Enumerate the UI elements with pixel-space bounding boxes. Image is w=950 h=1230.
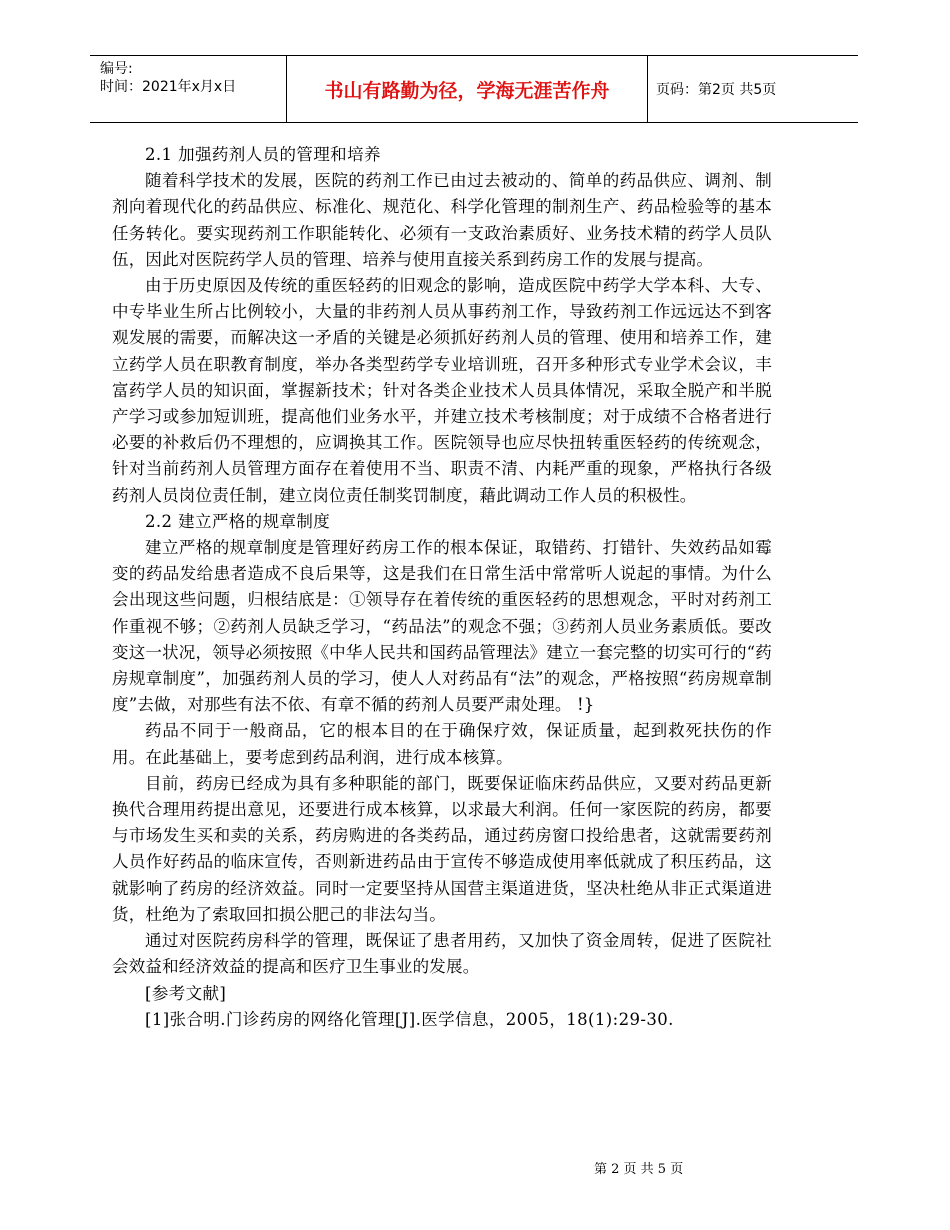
motto: 书山有路勤为径，学海无涯苦作舟	[324, 79, 610, 102]
page-footer: 第 2 页 共 5 页	[594, 1162, 684, 1177]
header-page-cell	[648, 56, 858, 122]
header-meta	[90, 56, 286, 122]
page-header	[90, 55, 858, 123]
paragraph: 通过对医院药房科学的管理，既保证了患者用药，又加快了资金周转，促进了医院社会效益和经济效益的提高和医疗卫生事业的发展。	[112, 931, 772, 977]
paragraph: 建立严格的规章制度是管理好药房工作的根本保证，取错药、打错针、失效药品如霉变的药品发给患者造成不良后果等，这是我们在日常生活中常常听人说起的事情。为什么会出现这些问题，归根结底是：①领导存在着传统的重医轻药的思想观念，平时对药剂工作重视不够；②药剂人员缺乏学习，“药品法”的观念不强；③药剂人员业务素质低。要改变这一状况，领导必须按照《中华人民共和国药品管理法》建立一套完整的切实可行的“药房规章制度”，加强药剂人员的学习，使人人对药品有“法”的观念，严格按照“药房规章制度”去做，对那些有法不依、有章不循的药剂人员要严肃处理。 !}	[112, 538, 772, 715]
section-heading: 2.1 加强药剂人员的管理和培养	[145, 145, 381, 164]
page-info: 页码：第2页 共5页	[656, 82, 777, 98]
paragraph: 药品不同于一般商品，它的根本目的在于确保疗效，保证质量，起到救死扶伤的作用。在此基础上，要考虑到药品利润，进行成本核算。	[112, 721, 772, 767]
reference-item: [1]张合明.门诊药房的网络化管理[J].医学信息，2005，18(1):29-30.	[145, 1009, 674, 1029]
serial-label: 编号:	[100, 61, 133, 77]
paragraph: 随着科学技术的发展，医院的药剂工作已由过去被动的、简单的药品供应、调剂、制剂向着现代化的药品供应、标准化、规范化、科学化管理的制剂生产、药品检验等的基本任务转化。要实现药剂工作职能转化、必须有一支政治素质好、业务技术精的药学人员队伍，因此对医院药学人员的管理、培养与使用直接关系到药房工作的发展与提高。	[112, 171, 772, 269]
paragraph: 目前，药房已经成为具有多种职能的部门，既要保证临床药品供应，又要对药品更新换代合理用药提出意见，还要进行成本核算，以求最大利润。任何一家医院的药房，都要与市场发生买和卖的关系，药房购进的各类药品，通过药房窗口投给患者，这就需要药剂人员作好药品的临床宣传，否则新进药品由于宣传不够造成使用率低就成了积压药品，这就影响了药房的经济效益。同时一定要坚持从国营主渠道进货，坚决杜绝从非正式渠道进货，杜绝为了索取回扣损公肥己的非法勾当。	[112, 773, 772, 924]
paragraph: 由于历史原因及传统的重医轻药的旧观念的影响，造成医院中药学大学本科、大专、中专毕业生所占比例较小，大量的非药剂人员从事药剂工作，导致药剂工作远远达不到客观发展的需要，而解决这一矛盾的关键是必须抓好药剂人员的管理、使用和培养工作，建立药学人员在职教育制度，举办各类型药学专业培训班，召开多种形式专业学术会议，丰富药学人员的知识面，掌握新技术；针对各类企业技术人员具体情况，采取全脱产和半脱产学习或参加短训班，提高他们业务水平，并建立技术考核制度；对于成绩不合格者进行必要的补救后仍不理想的，应调换其工作。医院领导也应尽快扭转重医轻药的传统观念，针对当前药剂人员管理方面存在着使用不当、职责不清、内耗严重的现象，严格执行各级药剂人员岗位责任制，建立岗位责任制奖罚制度，藉此调动工作人员的积极性。	[112, 276, 772, 505]
time-label: 时间：2021年x月x日	[100, 79, 237, 95]
references-heading: [参考文献]	[145, 983, 227, 1003]
header-motto-cell	[286, 56, 648, 122]
section-heading: 2.2 建立严格的规章制度	[145, 511, 331, 531]
document-body	[112, 142, 772, 1033]
